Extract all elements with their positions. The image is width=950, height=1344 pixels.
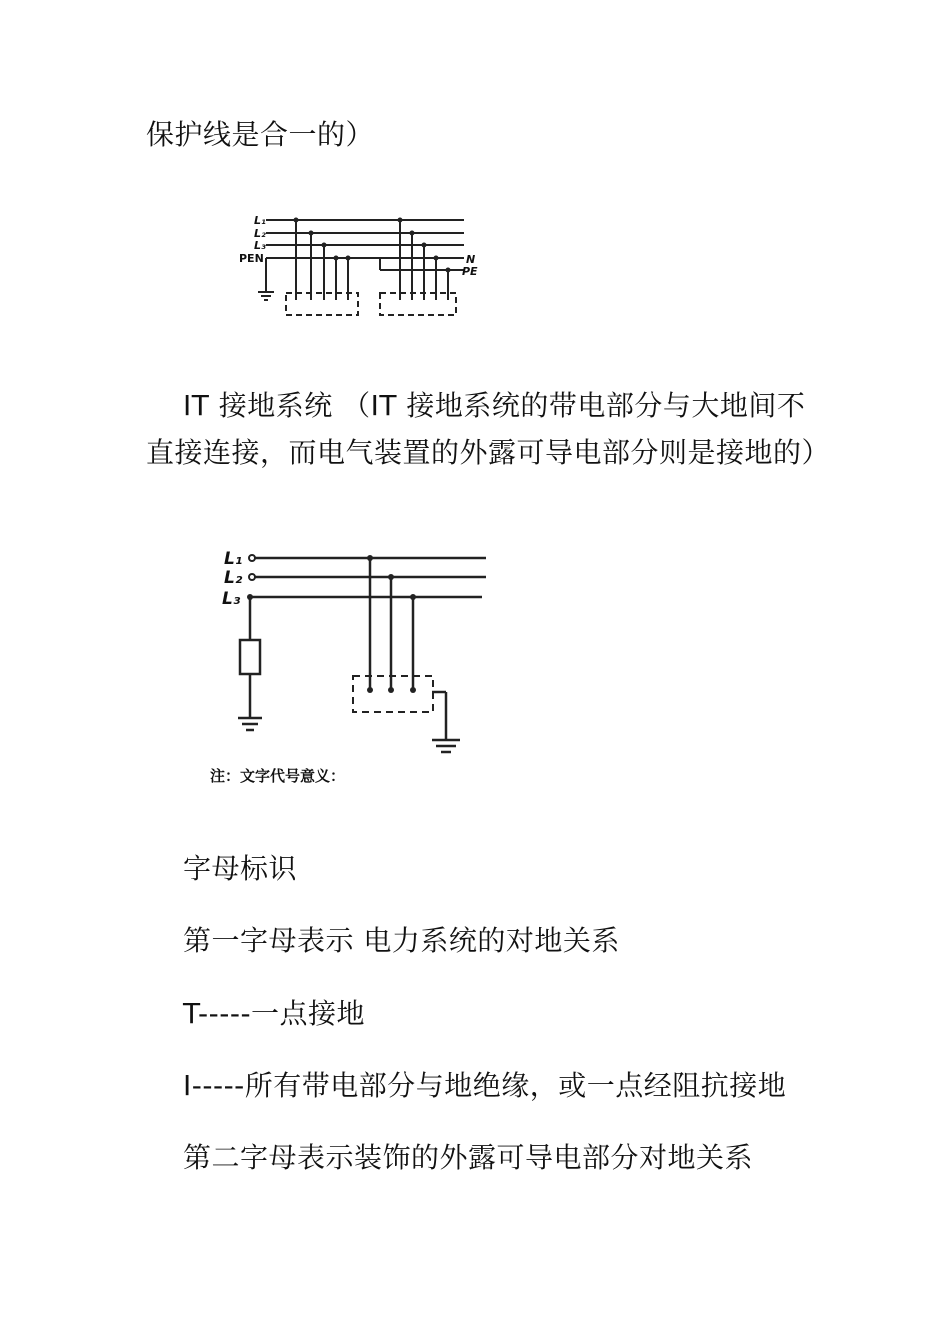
diagram2-impedance [240,640,260,674]
legend-t-item: T-----一点接地 [183,997,366,1030]
diagram2-note: 注：文字代号意义： [210,767,346,785]
diagram1-label-pen: PEN [239,252,264,265]
legend-heading: 字母标识 [183,852,298,885]
it-paragraph-line2: 直接连接，而电气装置的外露可导电部分则是接地的） [146,436,831,469]
legend-second-letter: 第二字母表示装饰的外露可导电部分对地关系 [183,1141,754,1174]
legend-first-letter: 第一字母表示 电力系统的对地关系 [183,924,620,957]
diagram2-equipment-box [353,676,433,712]
continuation-text: 保护线是合一的） [146,118,375,151]
legend-i-item: I-----所有带电部分与地绝缘，或一点经阻抗接地 [183,1069,787,1102]
diagram1-label-l2: L₂ [254,227,266,240]
diagram2-label-l1: L₁ [224,549,243,569]
it-paragraph-line1: IT 接地系统 （IT 接地系统的带电部分与大地间不 [183,389,806,422]
diagram1-label-l1: L₁ [254,214,266,227]
diagram1-label-n: N [466,253,476,266]
diagram2-label-l3: L₃ [222,589,241,609]
diagram1-label-l3: L₃ [254,239,266,252]
diagram2-label-l2: L₂ [224,568,243,588]
diagram1-label-pe: PE [462,265,478,278]
